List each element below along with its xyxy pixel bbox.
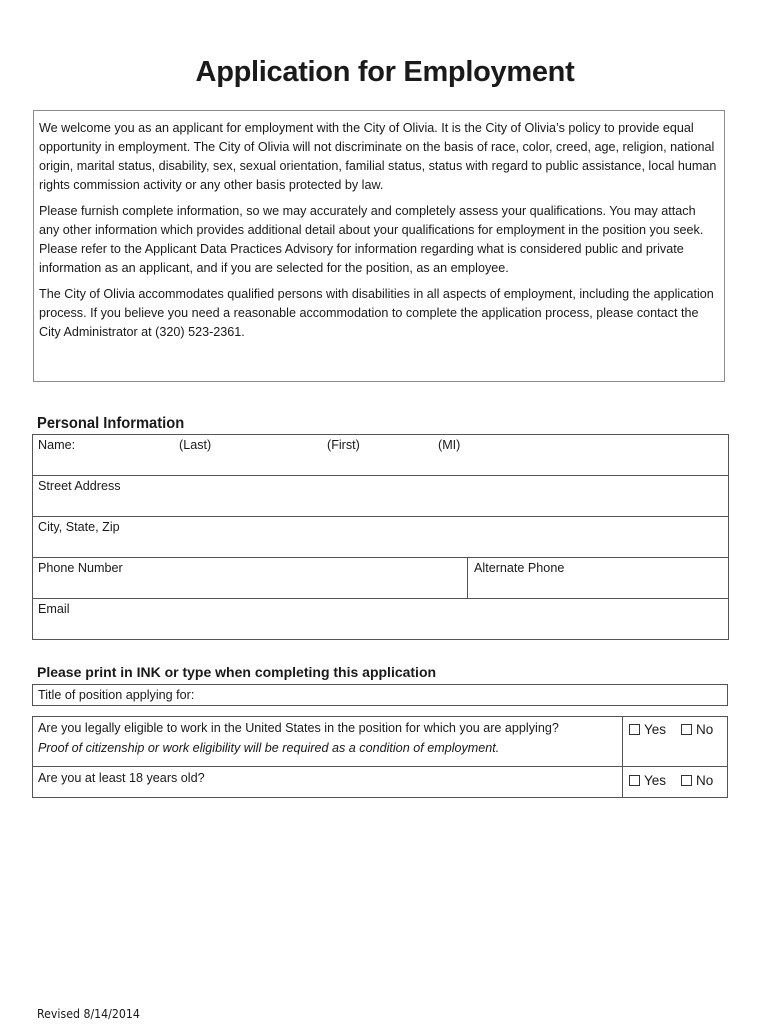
personal-info-heading: Personal Information — [37, 415, 185, 432]
age-row — [33, 767, 727, 797]
phone-number-label[interactable]: Phone Number — [38, 561, 123, 575]
first-name-label: (First) — [327, 438, 360, 452]
alternate-phone-label[interactable]: Alternate Phone — [474, 561, 565, 575]
work-eligibility-question: Are you legally eligible to work in the United States in the position for which you are applying? — [38, 721, 559, 735]
work-eligibility-row — [33, 717, 727, 767]
print-instructions: Please print in INK or type when completing this application — [37, 664, 437, 680]
checkbox-icon — [681, 775, 692, 786]
revision-date: Revised 8/14/2014 — [37, 1006, 140, 1021]
checkbox-icon — [629, 775, 640, 786]
work-eligibility-note: Proof of citizenship or work eligibility will be required as a condition of employment. — [38, 741, 500, 755]
email-label: Email — [38, 602, 70, 616]
checkbox-icon — [629, 724, 640, 735]
last-name-label: (Last) — [179, 438, 212, 452]
yes-label: Yes — [644, 773, 667, 788]
middle-initial-label: (MI) — [438, 438, 461, 452]
work-eligibility-answers — [622, 717, 728, 766]
street-address-field[interactable] — [33, 476, 728, 517]
work-eligibility-no-checkbox[interactable] — [681, 722, 713, 737]
age-yes-checkbox[interactable] — [629, 773, 666, 788]
no-label: No — [696, 773, 714, 788]
age-no-checkbox[interactable] — [681, 773, 713, 788]
name-label: Name: — [38, 438, 76, 452]
city-state-zip-label: City, State, Zip — [38, 520, 120, 534]
personal-info-table — [32, 434, 729, 640]
phone-row — [33, 558, 728, 599]
street-address-label: Street Address — [38, 479, 121, 493]
intro-paragraph-information: Please furnish complete information, so we may accurately and completely assess your qualifications. You may attach any other information which provides additional detail about your qualifications for employment in the position you seek. Please refer to the Applicant Data Practices Advisory for information regarding what is considered public and private information as an applicant, and if you are selected for the position, as an employee. — [39, 204, 704, 275]
age-question: Are you at least 18 years old? — [38, 771, 205, 785]
work-eligibility-yes-checkbox[interactable] — [629, 722, 666, 737]
phone-divider — [467, 558, 468, 598]
intro-paragraph-accommodation: The City of Olivia accommodates qualified persons with disabilities in all aspects of employment, including the application process. If you believe you need a reasonable accommodation to complete the application process, please contact the City Administrator at (320) 523-2361. — [39, 287, 714, 339]
no-label: No — [696, 722, 714, 737]
eligibility-table — [32, 716, 728, 798]
email-field[interactable] — [33, 599, 728, 639]
age-answers — [622, 767, 728, 797]
checkbox-icon — [681, 724, 692, 735]
name-field[interactable] — [33, 435, 728, 476]
intro-paragraph-policy: We welcome you as an applicant for employment with the City of Olivia. It is the City of Olivia’s policy to provide equal opportunity in employment. The City of Olivia will not discriminate on the basis of race, color, creed, age, religion, national origin, marital status, disability, sex, sexual orientation, familial status, status with regard to public assistance, local human rights commission activity or any other basis protected by law. — [39, 121, 717, 192]
city-state-zip-field[interactable] — [33, 517, 728, 558]
page-title: Application for Employment — [195, 56, 575, 88]
position-title-label: Title of position applying for: — [38, 688, 195, 702]
intro-box — [33, 110, 725, 382]
yes-label: Yes — [644, 722, 667, 737]
position-title-field[interactable] — [32, 684, 728, 706]
